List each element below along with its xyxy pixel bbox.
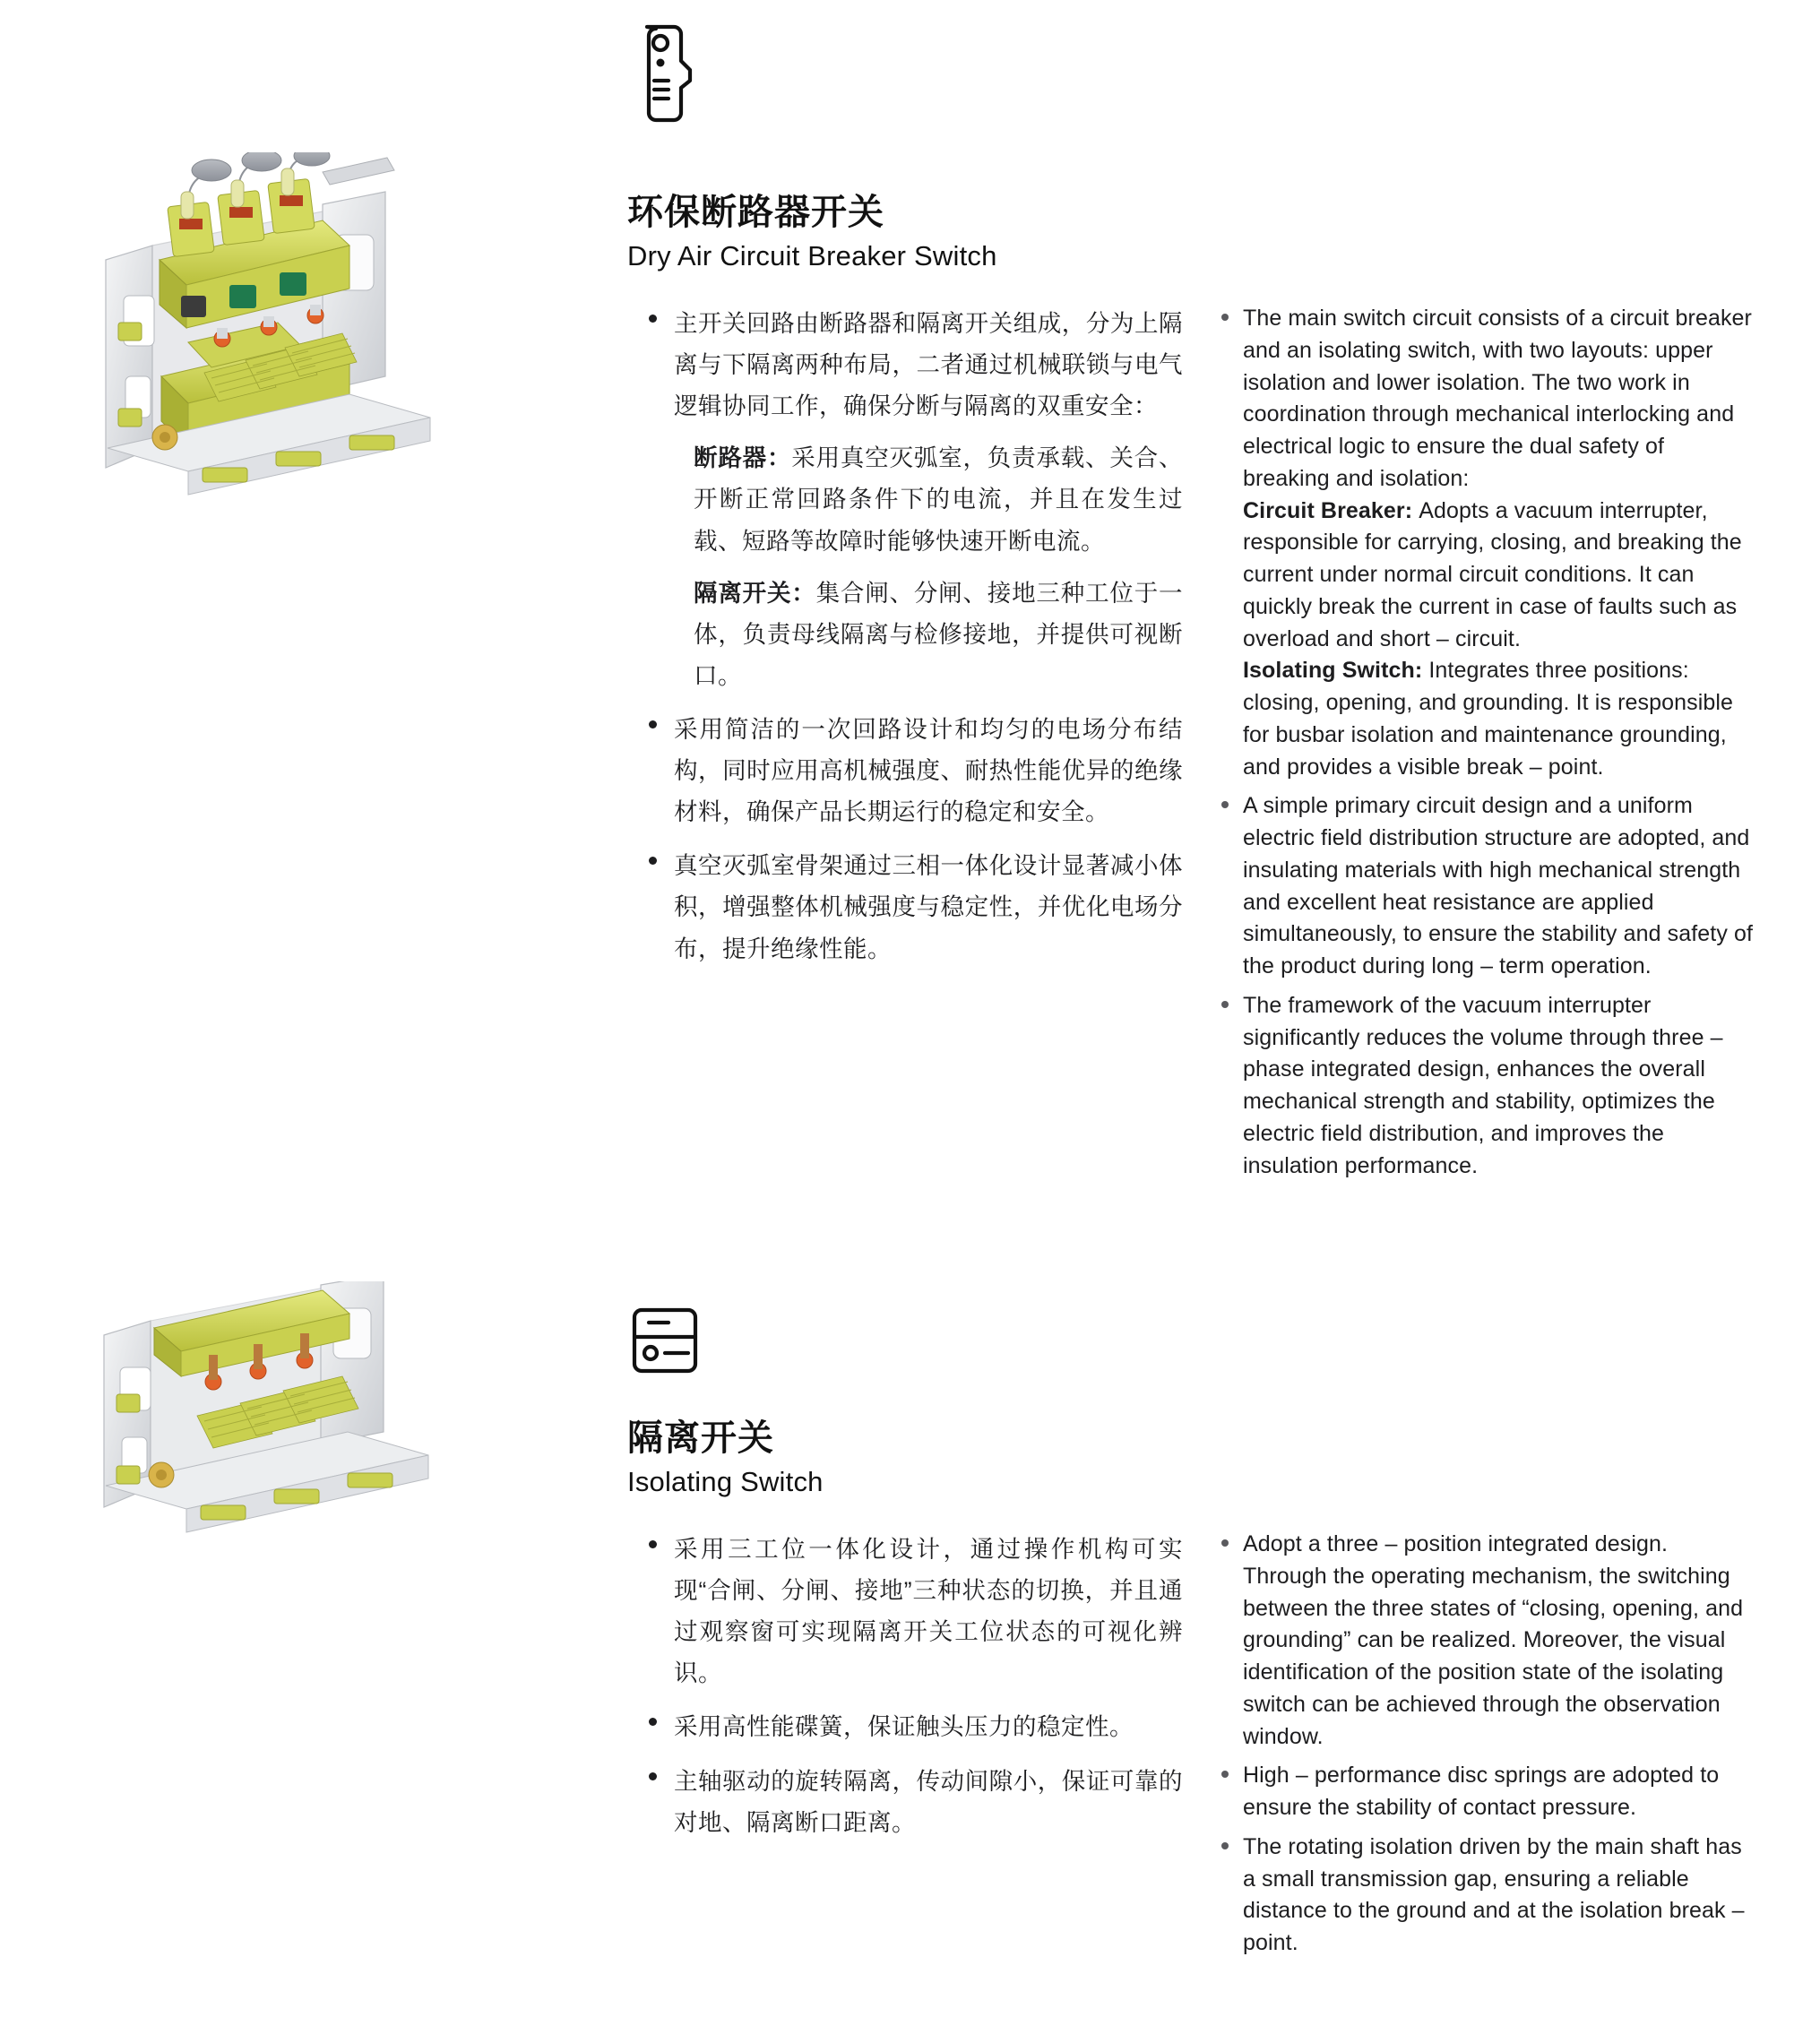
isolator-chinese-column xyxy=(627,1529,1183,1856)
page-title-en-breaker: Dry Air Circuit Breaker Switch xyxy=(627,240,997,272)
breaker-en-bullet-list xyxy=(1205,303,1756,1182)
list-item: The rotating isolation driven by the main shaft has a small transmission gap, ensuring a reliable distance to the ground and at the isolation break – point. xyxy=(1205,1832,1756,1960)
isolator-english-column xyxy=(1205,1529,1756,1967)
breaker-english-column xyxy=(1205,303,1756,1189)
dry-air-circuit-breaker-photo xyxy=(54,152,627,529)
isolating-switch-photo xyxy=(54,1281,627,1550)
list-item: 主开关回路由断路器和隔离开关组成，分为上隔离与下隔离两种布局，二者通过机械联锁与电气逻辑协同工作，确保分断与隔离的双重安全： 断路器：采用真空灭弧室，负责承载、关合、开断正常回路条件下的电流，并且在发生过载、短路等故障时能够快速开断电流。 隔离开关：集合闸、分闸、接地三种工位于一体，负责母线隔离与检修接地，并提供可视断口。 xyxy=(627,303,1183,696)
list-item: High – performance disc springs are adopted to ensure the stability of contact pressure. xyxy=(1205,1760,1756,1824)
list-item-sub: Circuit Breaker: Adopts a vacuum interrupter, responsible for carrying, closing, and breaking the current under normal circuit conditions. It can quickly break the current in case of faults such as overload and short – circuit. xyxy=(1243,497,1742,651)
list-item: 采用高性能碟簧，保证触头压力的稳定性。 xyxy=(627,1706,1183,1747)
circuit-breaker-device-icon xyxy=(627,18,710,124)
list-item: 真空灭弧室骨架通过三相一体化设计显著减小体积，增强整体机械强度与稳定性，并优化电场分布，提升绝缘性能。 xyxy=(627,845,1183,969)
list-item-sub: 隔离开关：集合闸、分闸、接地三种工位于一体，负责母线隔离与检修接地，并提供可视断口。 xyxy=(694,579,1184,689)
list-item: A simple primary circuit design and a uniform electric field distribution structure are adopted, and insulating materials with high mechanical strength and excellent heat resistance are applied simultaneously, to ensure the stability and safety of the product during long – term operation. xyxy=(1205,790,1756,983)
list-item: The main switch circuit consists of a circuit breaker and an isolating switch, with two layouts: upper isolation and lower isolation. The two work in coordination through mechanical interlocking and electrical logic to ensure the dual safety of breaking and isolation: Circuit Breaker: Adopts a vacuum interrupter, responsible for carrying, closing, and breaking the current under normal circuit conditions. It can quickly break the current in case of faults such as overload and short – circuit. Isolating Switch: Integrates three positions: closing, opening, and grounding. It is responsible for busbar isolation and maintenance grounding, and provides a visible break – point. xyxy=(1205,303,1756,783)
isolator-zh-bullet-list xyxy=(627,1529,1183,1843)
list-item-sub: Isolating Switch: Integrates three positions: closing, opening, and grounding. It is responsible for busbar isolation and maintenance grounding, and provides a visible break – point. xyxy=(1243,658,1734,780)
list-item-sub: 断路器：采用真空灭弧室，负责承载、关合、开断正常回路条件下的电流，并且在发生过载、短路等故障时能够快速开断电流。 xyxy=(694,444,1184,555)
page-title-en-isolator: Isolating Switch xyxy=(627,1466,824,1497)
list-item: 采用简洁的一次回路设计和均匀的电场分布结构，同时应用高机械强度、耐热性能优异的绝缘材料，确保产品长期运行的稳定和安全。 xyxy=(627,709,1183,832)
list-item: 主轴驱动的旋转隔离，传动间隙小，保证可靠的对地、隔离断口距离。 xyxy=(627,1761,1183,1843)
breaker-chinese-column xyxy=(627,303,1183,982)
isolator-en-bullet-list xyxy=(1205,1529,1756,1960)
isolating-switch-device-icon xyxy=(627,1290,710,1396)
list-item: The framework of the vacuum interrupter significantly reduces the volume through three – phase integrated design, enhances the overall mechanical strength and stability, optimizes the electric field distribution, and improves the insulation performance. xyxy=(1205,990,1756,1183)
list-item: Adopt a three – position integrated design. Through the operating mechanism, the switching between the three states of “closing, opening, and grounding” can be realized. Moreover, the visual identification of the position state of the isolating switch can be achieved through the observation window. xyxy=(1205,1529,1756,1753)
breaker-zh-bullet-list xyxy=(627,303,1183,970)
page-title-zh-isolator: 隔离开关 xyxy=(627,1418,774,1458)
list-item: 采用三工位一体化设计，通过操作机构可实现“合闸、分闸、接地”三种状态的切换，并且通过观察窗可实现隔离开关工位状态的可视化辨识。 xyxy=(627,1529,1183,1694)
page-title-zh-breaker: 环保断路器开关 xyxy=(627,193,884,232)
